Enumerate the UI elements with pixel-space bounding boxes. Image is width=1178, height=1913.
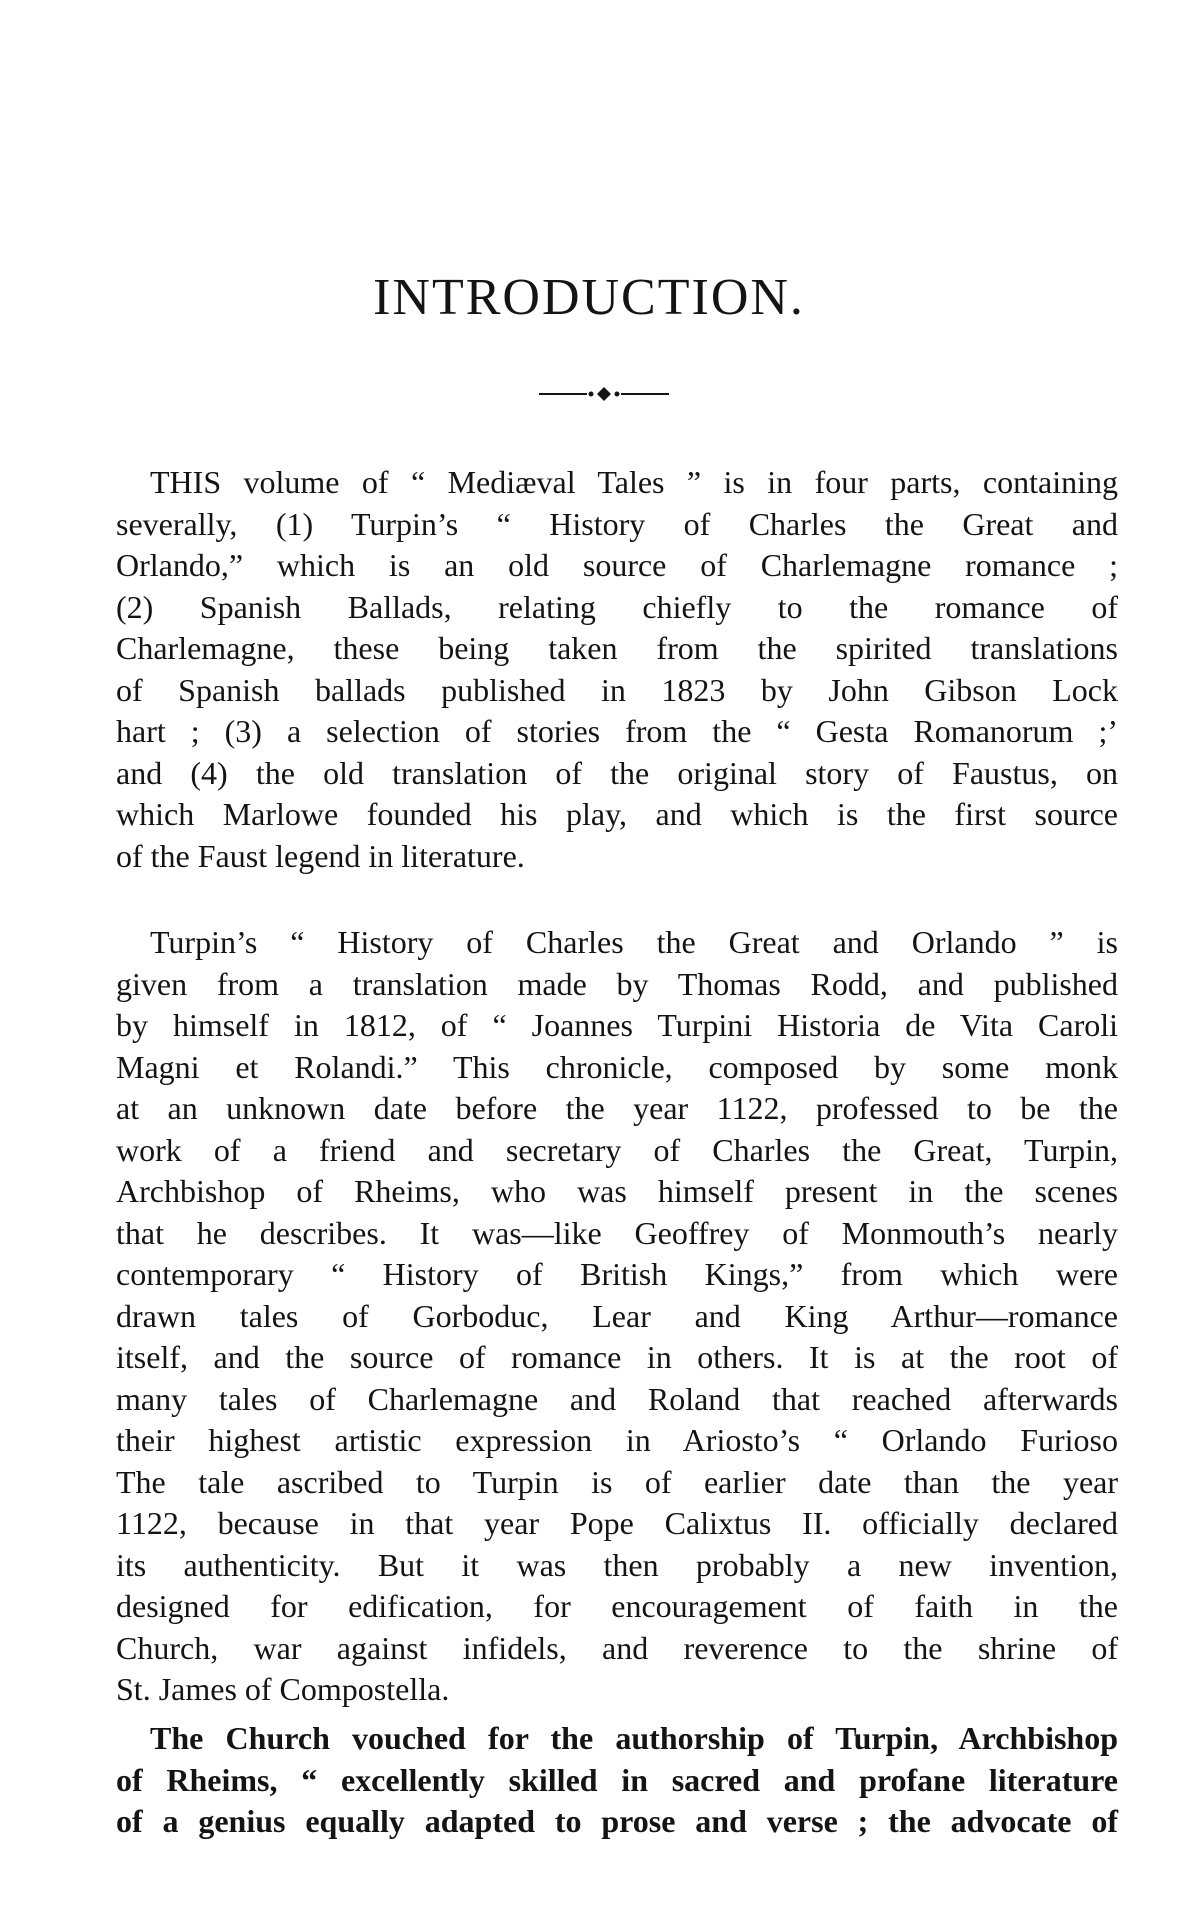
paragraph-line: St. James of Compostella. — [116, 1671, 450, 1707]
paragraph-line: of the Faust legend in literature. — [116, 837, 525, 874]
paragraph-line: that he describes. It was—like Geoffrey of Monmouth’s nearly — [116, 1214, 1118, 1251]
paragraph-line: by himself in 1812, of “ Joannes Turpini Historia de Vita Caroli — [116, 1007, 1118, 1043]
paragraph-line: work of a friend and secretary of Charles the Great, Turpin, — [116, 1131, 1118, 1168]
paragraph-line: (2) Spanish Ballads, relating chiefly to the romance of — [116, 588, 1118, 625]
paragraph-line: of a genius equally adapted to prose and verse ; the advocate of — [116, 1803, 1118, 1839]
paragraph-line: The tale ascribed to Turpin is of earlier date than the year — [116, 1463, 1118, 1500]
paragraph-line: at an unknown date before the year 1122, professed to be the — [116, 1090, 1118, 1126]
paragraph-line: many tales of Charlemagne and Roland that reached afterwards — [116, 1380, 1118, 1417]
paragraph-line: Orlando,” which is an old source of Charlemagne romance ; — [116, 547, 1118, 583]
paragraph-church-authorship — [116, 1718, 1118, 1843]
paragraph-line: Charlemagne, these being taken from the spirited translations — [116, 630, 1118, 666]
paragraph-line: given from a translation made by Thomas Rodd, and published — [116, 965, 1118, 1002]
paragraph-line: 1122, because in that year Pope Calixtus II. officially declared — [116, 1505, 1118, 1541]
paragraph-line: Turpin’s “ History of Charles the Great and Orlando ” is — [150, 924, 1118, 960]
paragraph-line: The Church vouched for the authorship of Turpin, Archbishop — [150, 1720, 1118, 1756]
paragraph-line: severally, (1) Turpin’s “ History of Charles the Great and — [116, 505, 1118, 542]
paragraph-line: hart ; (3) a selection of stories from the “ Gesta Romanorum ;’ — [116, 713, 1118, 749]
paragraph-line: designed for edification, for encouragement of faith in the — [116, 1588, 1118, 1624]
paragraph-line: itself, and the source of romance in others. It is at the root of — [116, 1339, 1118, 1375]
paragraph-line: and (4) the old translation of the original story of Faustus, on — [116, 754, 1118, 791]
paragraph-line: drawn tales of Gorboduc, Lear and King Arthur—romance — [116, 1297, 1118, 1334]
lead-word: THIS — [150, 464, 222, 500]
page-title: INTRODUCTION. — [373, 269, 805, 326]
paragraph-line: contemporary “ History of British Kings,” from which were — [116, 1256, 1118, 1292]
paragraph-line: THIS volume of “ Mediæval Tales ” is in four parts, containing — [150, 464, 1118, 500]
paragraph-line: Church, war against infidels, and reverence to the shrine of — [116, 1629, 1118, 1666]
paragraph-volume-contents — [116, 462, 1118, 877]
paragraph-line: their highest artistic expression in Ariosto’s “ Orlando Furioso — [116, 1422, 1118, 1458]
paragraph-line: of Spanish ballads published in 1823 by John Gibson Lock — [116, 671, 1118, 708]
paragraph-turpin-history — [116, 922, 1118, 1711]
ornamental-rule-icon — [539, 385, 669, 403]
paragraph-line: of Rheims, “ excellently skilled in sacred and profane literature — [116, 1761, 1118, 1798]
paragraph-line: its authenticity. But it was then probably a new invention, — [116, 1546, 1118, 1583]
paragraph-line: Archbishop of Rheims, who was himself present in the scenes — [116, 1173, 1118, 1209]
paragraph-line: which Marlowe founded his play, and which is the first source — [116, 796, 1118, 832]
paragraph-line: Magni et Rolandi.” This chronicle, composed by some monk — [116, 1048, 1118, 1085]
